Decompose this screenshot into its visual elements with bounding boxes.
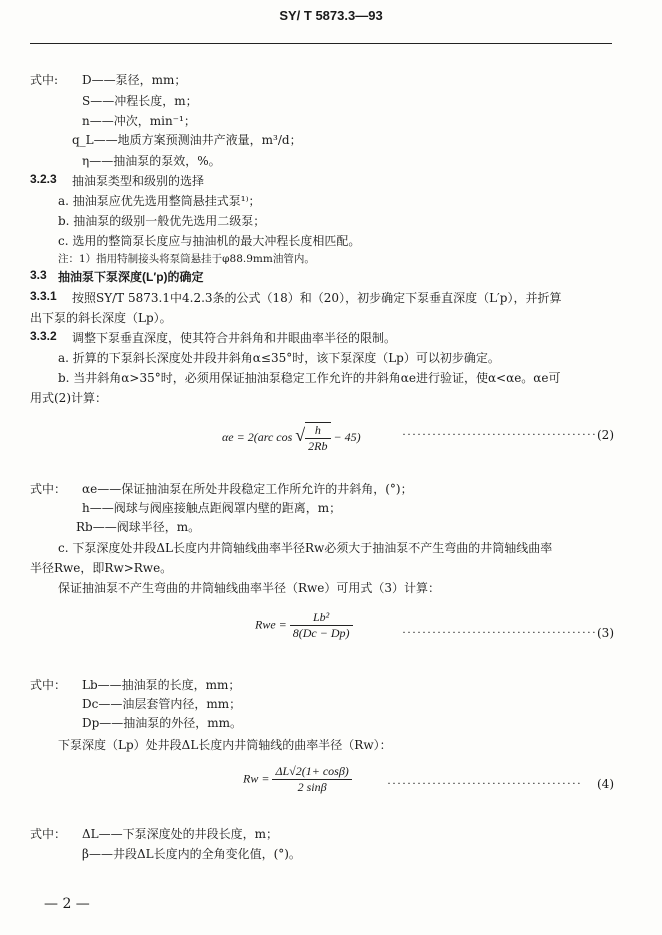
symbol-line: h——阀球与阀座接触点距阀罩内壁的距离，m； <box>82 501 342 515</box>
symbols-lead-4: 式中： <box>30 827 67 841</box>
list-item: a. 折算的下泵斜长深度处井段井斜角α≤35°时，该下泵深度（Lp）可以初步确定。 <box>58 351 500 365</box>
symbol-line: Lb——抽油泵的长度，mm； <box>82 678 241 692</box>
leader-dots: ······································· <box>402 625 597 639</box>
page-number: — 2 — <box>44 896 90 912</box>
equation-numerator: Lb² <box>290 610 353 626</box>
equation-denominator: 2 sinβ <box>297 780 327 794</box>
header-rule <box>30 43 612 44</box>
symbol-line: D——泵径，mm； <box>82 73 187 87</box>
section-number: 3.3.1 <box>30 289 57 303</box>
symbol-line: αe——保证抽油泵在所处井段稳定工作所允许的井斜角，(°)； <box>82 482 413 496</box>
equation-4 <box>243 764 352 795</box>
equation-number: (3) <box>597 626 614 640</box>
symbols-lead-3: 式中： <box>30 678 67 692</box>
section-number: 3.3 <box>30 268 47 282</box>
equation-numerator: h <box>305 423 330 439</box>
paragraph-line: 保证抽油泵不产生弯曲的井筒轴线曲率半径（Rwe）可用式（3）计算： <box>58 581 441 595</box>
section-number: 3.3.2 <box>30 329 57 343</box>
symbol-line: η——抽油泵的泵效，%。 <box>82 154 221 168</box>
leader-dots: ······································· <box>402 427 597 441</box>
symbol-line: n——冲次，min⁻¹； <box>82 114 196 128</box>
equation-3 <box>255 610 353 641</box>
equation-number: (2) <box>597 428 614 442</box>
equation-lhs: Rwe = <box>255 617 287 632</box>
paragraph-line: 半径Rwe，即Rw>Rwe。 <box>30 561 173 575</box>
list-item: c. 选用的整筒泵长度应与抽油机的最大冲程长度相匹配。 <box>58 234 361 248</box>
list-item: c. 下泵深度处井段ΔL长度内井筒轴线曲率半径Rw必须大于抽油泵不产生弯曲的井筒轴线曲率 <box>58 541 553 555</box>
symbol-line: β——井段ΔL长度内的全角变化值，(°)。 <box>82 847 301 861</box>
paragraph-line: 用式(2)计算： <box>30 391 107 405</box>
symbols-lead-1: 式中: <box>30 73 59 87</box>
paragraph-line: 按照SY/T 5873.1中4.2.3条的公式（18）和（20），初步确定下泵垂直深度（L′p），并折算 <box>72 291 562 305</box>
list-item: b. 抽油泵的级别一般优先选用二级泵； <box>58 214 266 228</box>
section-number: 3.2.3 <box>30 172 57 186</box>
symbol-line: q_L——地质方案预测油井产液量，m³/d； <box>72 133 302 147</box>
page-header: SY/ T 5873.3—93 <box>279 8 383 23</box>
symbol-line: Dp——抽油泵的外径，mm。 <box>82 716 243 730</box>
equation-lhs: αe = 2(arc cos <box>222 429 293 444</box>
section-title: 调整下泵垂直深度，使其符合井斜角和井眼曲率半径的限制。 <box>72 331 397 345</box>
paragraph-line: 出下泵的斜长深度（Lp）。 <box>30 311 172 325</box>
symbol-line: ΔL——下泵深度处的井段长度，m； <box>82 827 279 841</box>
list-item: b. 当井斜角α>35°时，必须用保证抽油泵稳定工作允许的井斜角αe进行验证，使α<αe。αe可 <box>58 371 561 385</box>
symbol-line: S——冲程长度，m； <box>82 94 198 108</box>
leader-dots: ······································· <box>387 776 582 790</box>
paragraph-line: 下泵深度（Lp）处井段ΔL长度内井筒轴线的曲率半径（Rw）： <box>58 738 392 752</box>
equation-2 <box>222 422 361 454</box>
section-title: 抽油泵类型和级别的选择 <box>72 174 205 188</box>
symbol-line: Rb——阀球半径，m。 <box>76 520 201 534</box>
section-title: 抽油泵下泵深度(L′p)的确定 <box>58 270 204 284</box>
equation-number: (4) <box>597 777 614 791</box>
equation-numerator: ΔL√2(1+ cosβ) <box>272 764 351 780</box>
equation-lhs: Rw = <box>243 771 270 786</box>
symbol-line: Dc——油层套管内径，mm； <box>82 697 242 711</box>
sqrt-icon: √ <box>295 424 306 445</box>
list-item: a. 抽油泵应优先选用整筒悬挂式泵¹⁾； <box>58 194 261 208</box>
symbols-lead-2: 式中： <box>30 482 67 496</box>
equation-tail: − 45) <box>333 429 361 444</box>
footnote: 注：1）指用特制接头将泵筒悬挂于φ88.9mm油管内。 <box>58 253 315 265</box>
equation-denominator: 8(Dc − Dp) <box>292 626 350 640</box>
equation-denominator: 2Rb <box>308 439 328 453</box>
